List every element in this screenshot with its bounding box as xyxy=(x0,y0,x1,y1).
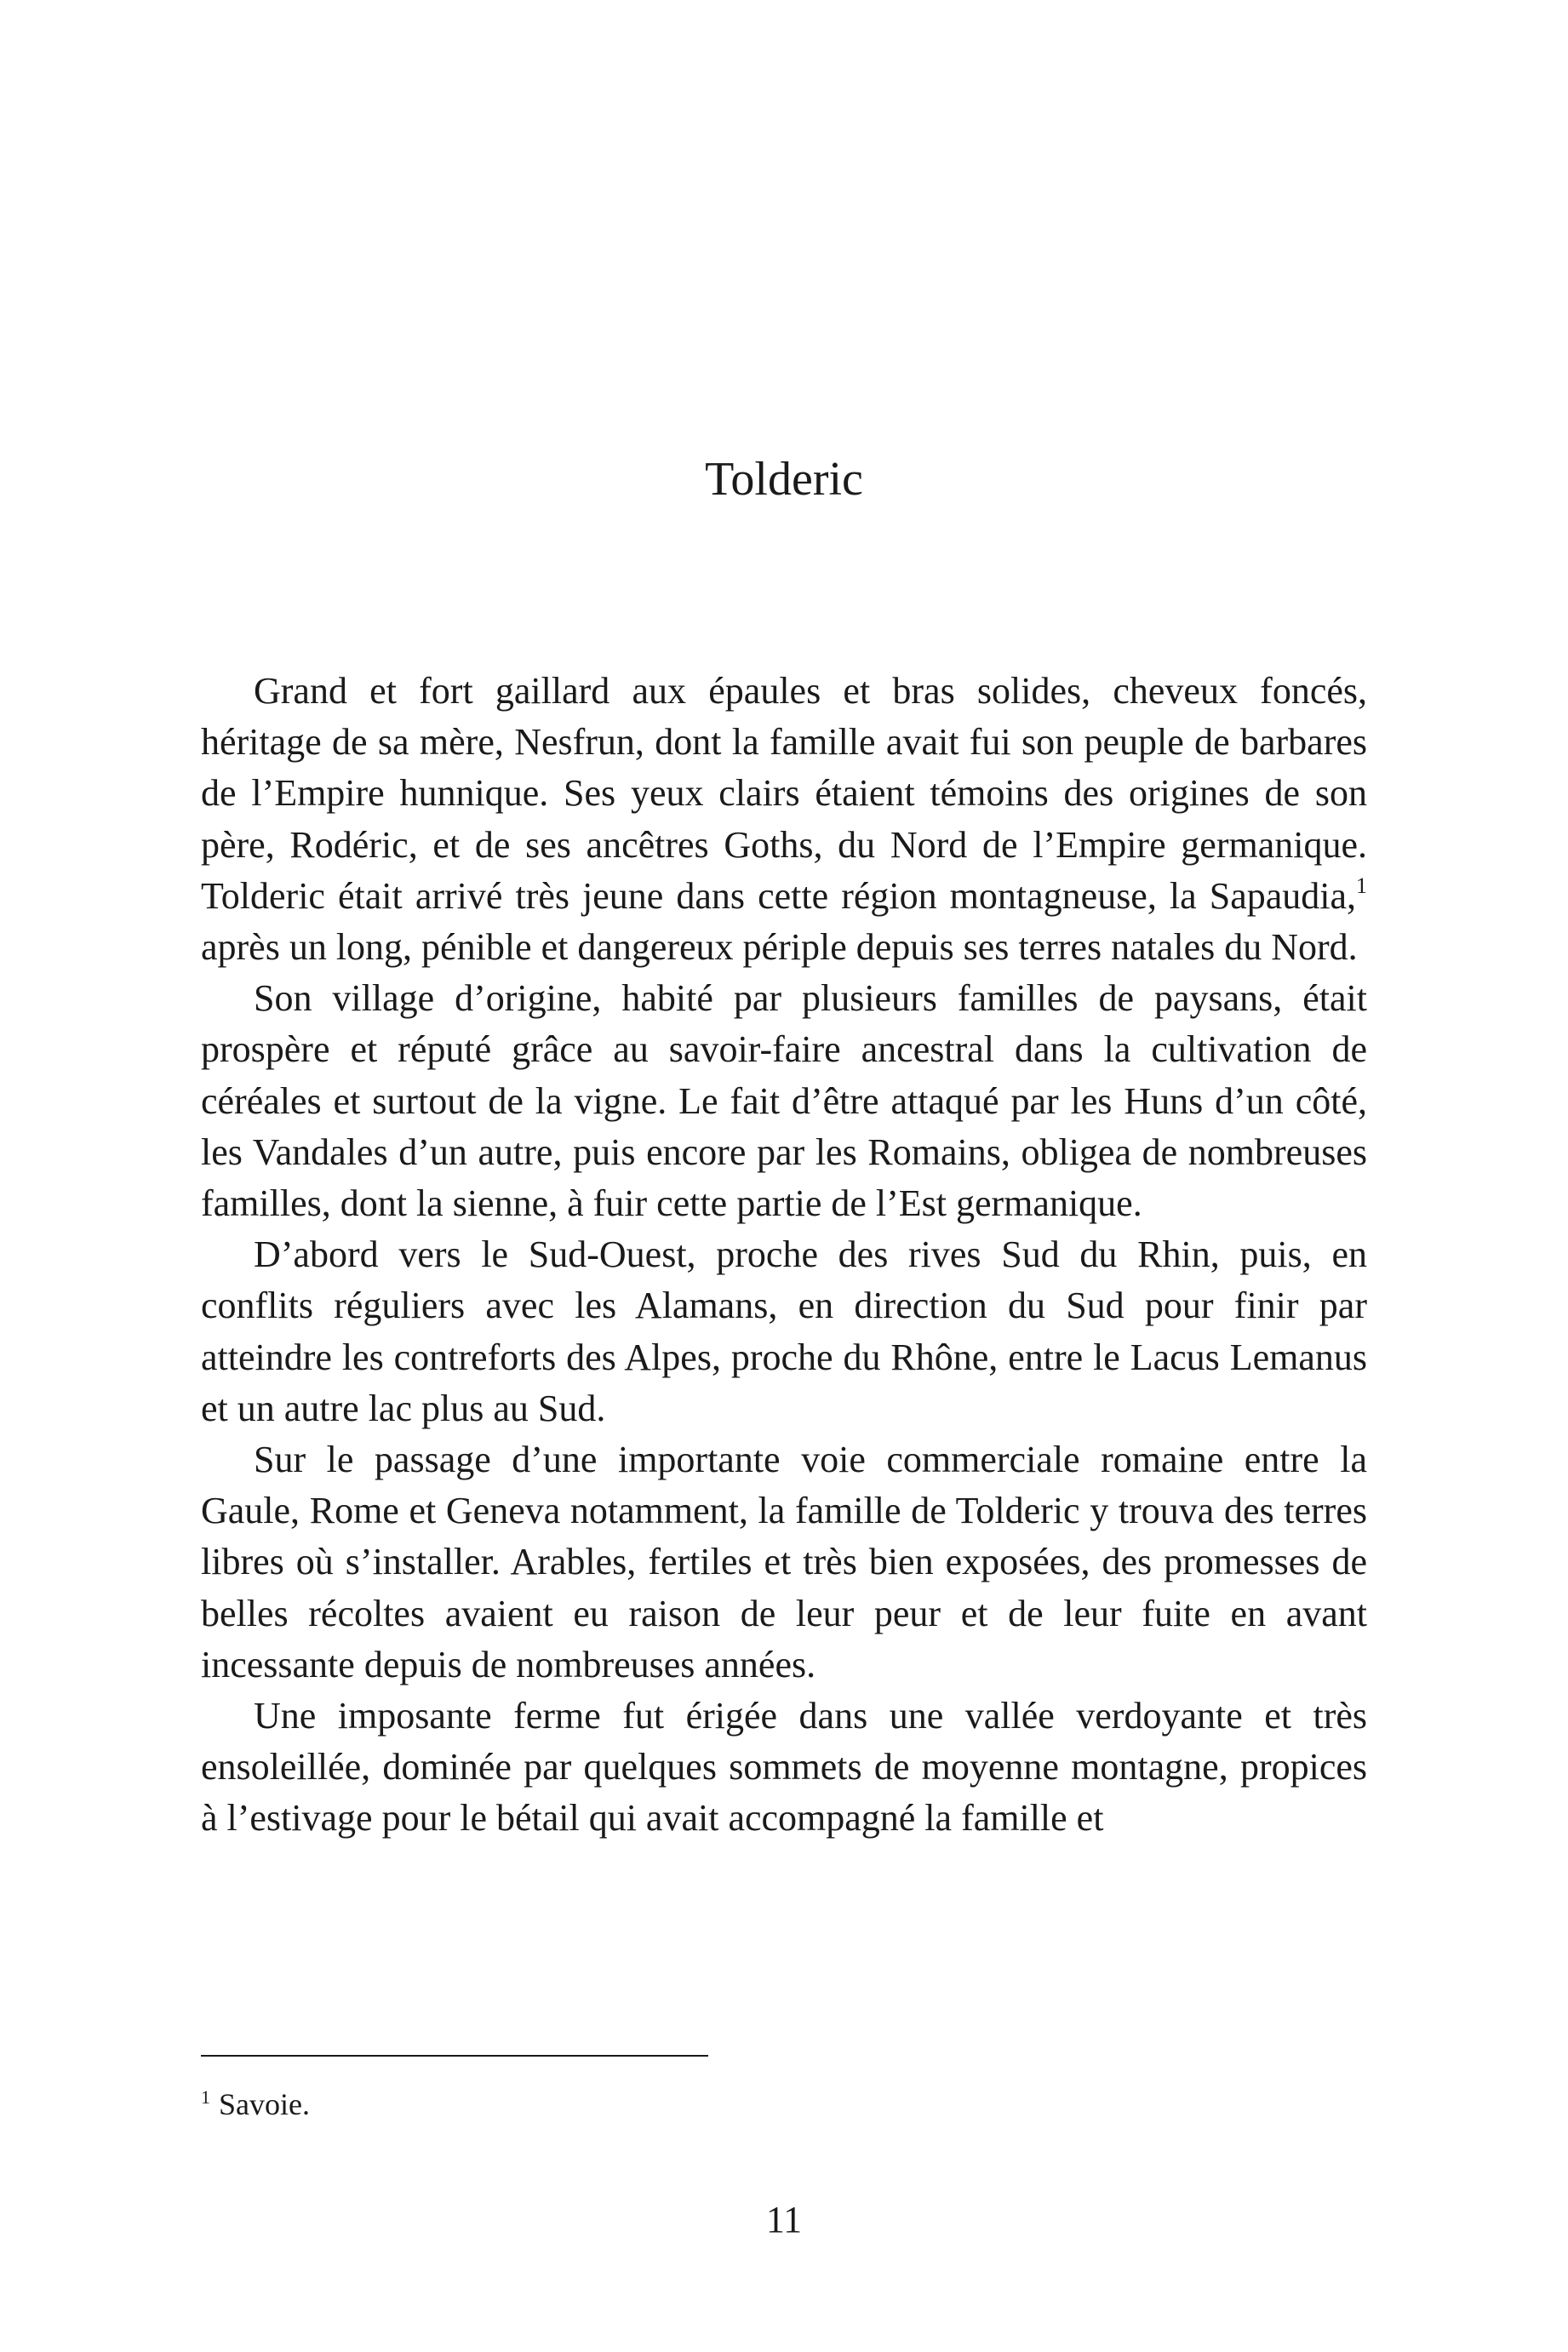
paragraph-3: D’abord vers le Sud-Ouest, proche des rives Sud du Rhin, puis, en conflits réguliers avec les Alamans, en direction du Sud pour finir par atteindre les contreforts des Alpes, proche du Rhône, entre le Lacus Lemanus et un autre lac plus au Sud. xyxy=(201,1233,1367,1429)
footnote-marker: 1 xyxy=(201,2086,210,2108)
paragraph-4: Sur le passage d’une importante voie commerciale romaine entre la Gaule, Rome et Geneva notamment, la famille de Tolderic y trouva des terres libres où s’installer. Arables, fertiles et très bien exposées, des promesses de belles récoltes avaient eu raison de leur peur et de leur fuite en avant incessante depuis de nombreuses années. xyxy=(201,1439,1367,1685)
paragraph-1 xyxy=(201,666,1367,973)
footnote-text: Savoie. xyxy=(219,2087,310,2121)
body-text xyxy=(201,666,1367,1845)
chapter-title: Tolderic xyxy=(705,453,863,506)
paragraph-5: Une imposante ferme fut érigée dans une vallée verdoyante et très ensoleillée, dominée par quelques sommets de moyenne montagne, propices à l’estivage pour le bétail qui avait accompagné la famille et xyxy=(201,1695,1367,1840)
paragraph-1-text-a: Grand et fort gaillard aux épaules et bras solides, cheveux foncés, héritage de sa mère, Nesfrun, dont la famille avait fui son peuple de barbares de l’Empire hunnique. Ses yeux clairs étaient témoins des origines de son père, Rodéric, et de ses ancêtres Goths, du Nord de l’Empire germanique. Tolderic était arrivé très jeune dans cette région montagneuse, la Sapaudia, xyxy=(201,670,1367,917)
footnote-divider xyxy=(201,2055,708,2057)
page-number: 11 xyxy=(765,2199,803,2240)
paragraph-1-text-b: après un long, pénible et dangereux périple depuis ses terres natales du Nord. xyxy=(201,926,1358,969)
footnote-reference: 1 xyxy=(1356,873,1367,899)
footnote xyxy=(201,2084,310,2125)
paragraph-2: Son village d’origine, habité par plusieurs familles de paysans, était prospère et réputé grâce au savoir-faire ancestral dans la cultivation de céréales et surtout de la vigne. Le fait d’être attaqué par les Huns d’un côté, les Vandales d’un autre, puis encore par les Romains, obligea de nombreuses familles, dont la sienne, à fuir cette partie de l’Est germanique. xyxy=(201,977,1367,1225)
